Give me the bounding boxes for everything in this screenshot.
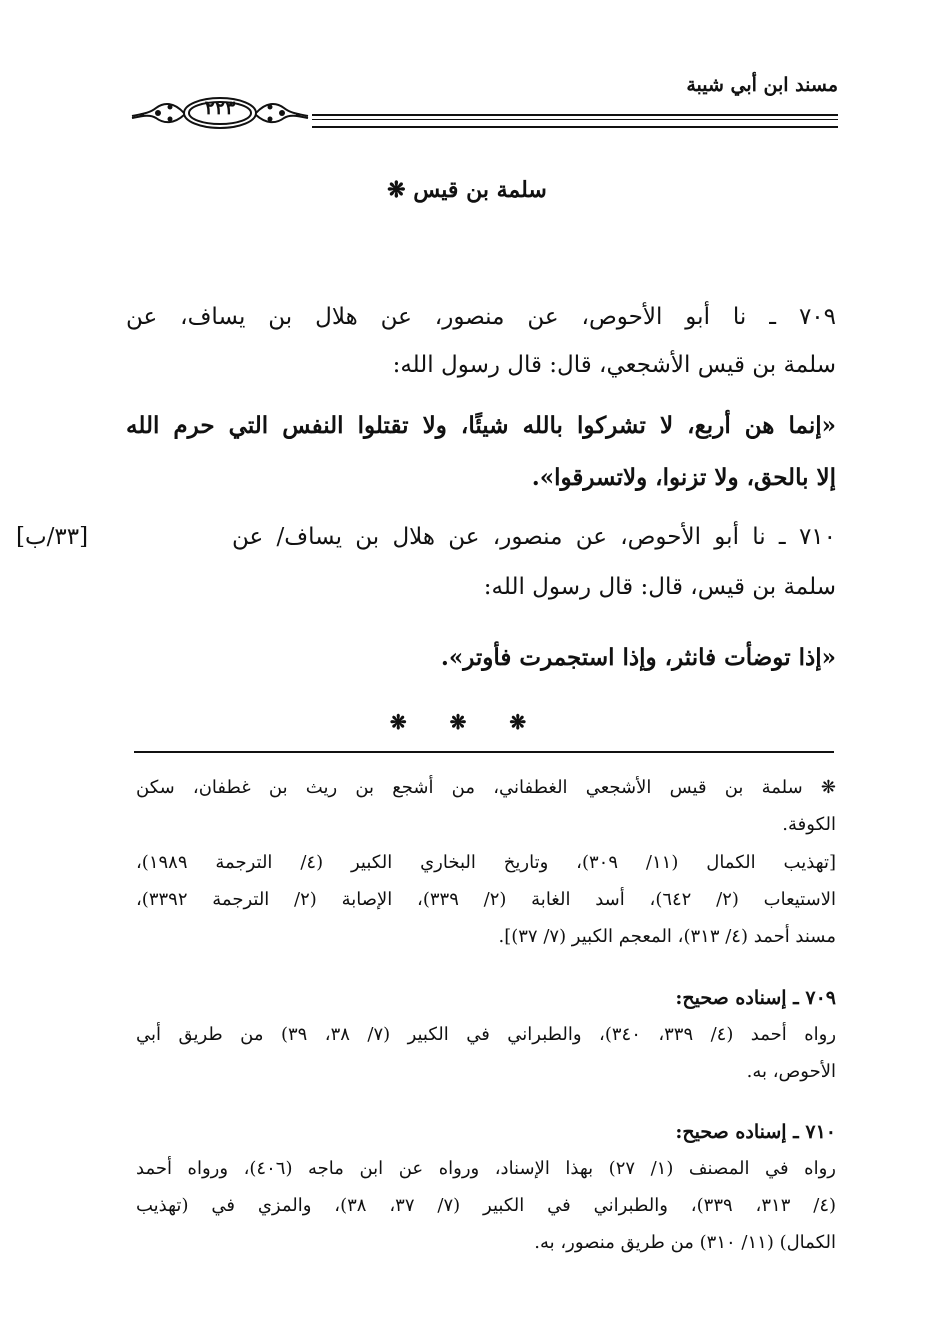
chapter-title: سلمة بن قيس ❋: [387, 177, 547, 203]
hadith-709-line-2: سلمة بن قيس الأشجعي، قال: قال رسول الله:: [392, 352, 836, 378]
hadith-710-line-1: ٧١٠ ـ نا أبو الأحوص، عن منصور، عن هلال بن يساف/ عن: [232, 524, 836, 550]
hadith-709-line-1: ٧٠٩ ـ نا أبو الأحوص، عن منصور، عن هلال بن يساف، عن: [126, 304, 836, 330]
hadith-710-folio-marker: [٣٣/ب]: [16, 524, 89, 550]
footnote-710-line-1: رواه في المصنف (١/ ٢٧) بهذا الإسناد، ورواه عن ابن ماجه (٤٠٦)، ورواه أحمد: [136, 1158, 836, 1179]
footnote-refs-line-3: مسند أحمد (٤/ ٣١٣)، المعجم الكبير (٧/ ٣٧)].: [498, 926, 836, 947]
footnote-bio-line-1: ❋ سلمة بن قيس الأشجعي الغطفاني، من أشجع بن ريث بن غطفان، سكن: [136, 777, 836, 798]
section-end-stars: ❋ ❋ ❋: [389, 710, 545, 734]
footnote-709-line-1: رواه أحمد (٤/ ٣٣٩، ٣٤٠)، والطبراني في الكبير (٧/ ٣٨، ٣٩) من طريق أبي: [136, 1024, 837, 1045]
footnote-709-heading: ٧٠٩ ـ إسناده صحيح:: [675, 987, 836, 1009]
hadith-710-line-2: سلمة بن قيس، قال: قال رسول الله:: [483, 574, 836, 600]
hadith-709-matn-line-2: إلا بالحق، ولا تزنوا، ولاتسرقوا».: [531, 464, 836, 491]
page-number: ٢٢٣: [204, 97, 236, 119]
hadith-709-matn-line-1: «إنما هن أربع، لا تشركوا بالله شيئًا، ولا تقتلوا النفس التي حرم الله: [126, 412, 836, 439]
footnote-separator: [134, 751, 834, 753]
header-rule: [312, 114, 838, 128]
footnote-refs-line-1: [تهذيب الكمال (١١/ ٣٠٩)، وتاريخ البخاري الكبير (٤/ الترجمة ١٩٨٩)،: [136, 852, 836, 873]
running-title: مسند ابن أبي شيبة: [686, 74, 838, 96]
footnote-710-heading: ٧١٠ ـ إسناده صحيح:: [675, 1121, 836, 1143]
hadith-710-matn-line-1: «إذا توضأت فانثر، وإذا استجمرت فأوتر».: [440, 644, 836, 671]
footnote-710-line-2: (٤/ ٣١٣، ٣٣٩)، والطبراني في الكبير (٧/ ٣٧، ٣٨)، والمزي في (تهذيب: [136, 1195, 837, 1216]
footnote-refs-line-2: الاستيعاب (٢/ ٦٤٢)، أسد الغابة (٢/ ٣٣٩)، الإصابة (٢/ الترجمة ٣٣٩٢)،: [136, 889, 836, 910]
footnote-710-line-3: الكمال) (١١/ ٣١٠) من طريق منصور، به.: [534, 1232, 836, 1253]
footnote-709-line-2: الأحوص، به.: [746, 1061, 836, 1082]
footnote-bio-line-2: الكوفة.: [782, 814, 836, 835]
